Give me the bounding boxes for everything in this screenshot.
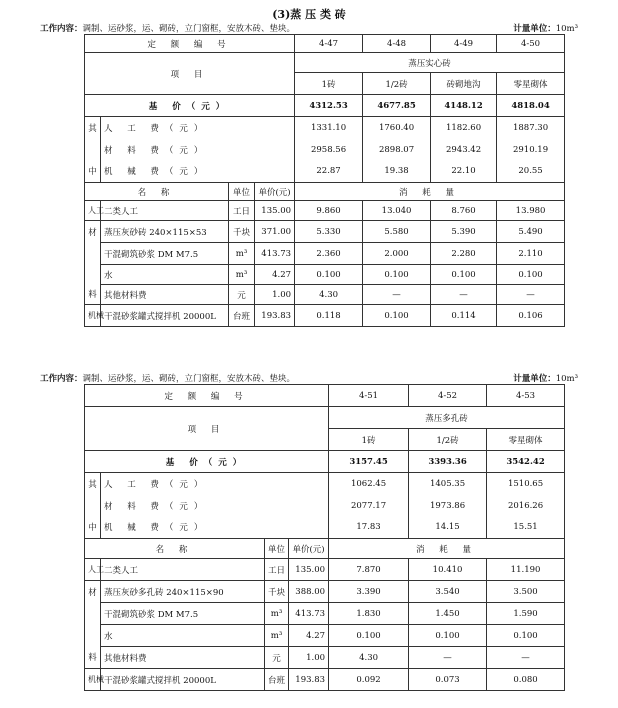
- base-price-value: 3157.45: [329, 451, 409, 473]
- resource-price: 371.00: [255, 221, 295, 243]
- consumption-value: 3.540: [409, 581, 487, 603]
- consumption-value: 4.30: [295, 285, 363, 305]
- header-consumption: 消 耗 量: [329, 539, 565, 559]
- cost-value: 2943.42: [431, 139, 497, 161]
- material-side-label: 料: [85, 647, 101, 669]
- cost-value: 20.55: [497, 161, 565, 183]
- consumption-value: —: [487, 647, 565, 669]
- resource-price: 4.27: [289, 625, 329, 647]
- consumption-value: 0.106: [497, 305, 565, 327]
- cost-value: 1887.30: [497, 117, 565, 139]
- cost-label: 机 械 费（元）: [101, 161, 295, 183]
- consumption-value: —: [409, 647, 487, 669]
- resource-unit: 元: [265, 647, 289, 669]
- subitem-cell: 砖砌地沟: [431, 73, 497, 95]
- cost-value: 1510.65: [487, 473, 565, 495]
- cost-value: 14.15: [409, 517, 487, 539]
- consumption-value: 1.450: [409, 603, 487, 625]
- resource-price: 413.73: [255, 243, 295, 265]
- base-price-value: 4148.12: [431, 95, 497, 117]
- code-cell: 4-50: [497, 35, 565, 53]
- base-price-value: 4312.53: [295, 95, 363, 117]
- cost-label: 机 械 费（元）: [101, 517, 329, 539]
- code-label: 定 额 编 号: [85, 35, 295, 53]
- code-label: 定 额 编 号: [85, 385, 329, 407]
- consumption-value: 9.860: [295, 201, 363, 221]
- material-side-label: 材: [85, 581, 101, 603]
- subitem-cell: 零星砌体: [497, 73, 565, 95]
- cost-label: 材 料 费（元）: [101, 495, 329, 517]
- quota-table-1: [84, 34, 565, 327]
- resource-price: 193.83: [255, 305, 295, 327]
- resource-price: 413.73: [289, 603, 329, 625]
- consumption-value: 0.100: [409, 625, 487, 647]
- cost-value: 15.51: [487, 517, 565, 539]
- mech-side-label: 机械: [85, 669, 101, 691]
- item-label: 项 目: [85, 53, 295, 95]
- work-content-2: 工作内容：调制、运砂浆，运、砌砖，立门窗框，安放木砖、垫块。: [40, 374, 296, 384]
- consumption-value: 7.870: [329, 559, 409, 581]
- cost-value: 2077.17: [329, 495, 409, 517]
- consumption-value: 2.000: [363, 243, 431, 265]
- cost-value: 2958.56: [295, 139, 363, 161]
- material-side-label: 材: [85, 221, 101, 243]
- resource-name: 其他材料费: [101, 647, 265, 669]
- group-label: 蒸压实心砖: [295, 53, 565, 73]
- cost-value: 1973.86: [409, 495, 487, 517]
- consumption-value: 5.490: [497, 221, 565, 243]
- cost-label: 材 料 费（元）: [101, 139, 295, 161]
- quota-table-2: [84, 384, 565, 691]
- consumption-value: 0.100: [363, 265, 431, 285]
- consumption-value: 2.110: [497, 243, 565, 265]
- consumption-value: 13.040: [363, 201, 431, 221]
- cost-label: 人 工 费（元）: [101, 117, 295, 139]
- resource-unit: 台班: [265, 669, 289, 691]
- resource-unit: m³: [265, 603, 289, 625]
- consumption-value: 0.080: [487, 669, 565, 691]
- consumption-value: 0.073: [409, 669, 487, 691]
- consumption-value: 3.500: [487, 581, 565, 603]
- resource-unit: 千块: [265, 581, 289, 603]
- base-price-value: 4677.85: [363, 95, 431, 117]
- cost-value: 1062.45: [329, 473, 409, 495]
- cost-label: 人 工 费（元）: [101, 473, 329, 495]
- subitem-cell: 1/2砖: [363, 73, 431, 95]
- cost-value: 1331.10: [295, 117, 363, 139]
- resource-price: 1.00: [289, 647, 329, 669]
- subitem-cell: 1砖: [295, 73, 363, 95]
- resource-unit: m³: [265, 625, 289, 647]
- resource-name: 水: [101, 625, 265, 647]
- consumption-value: 10.410: [409, 559, 487, 581]
- cost-value: 2898.07: [363, 139, 431, 161]
- cost-value: 17.83: [329, 517, 409, 539]
- subitem-cell: 1砖: [329, 429, 409, 451]
- consumption-value: 1.590: [487, 603, 565, 625]
- resource-name: 蒸压灰砂多孔砖 240×115×90: [101, 581, 265, 603]
- consumption-value: 0.100: [363, 305, 431, 327]
- cost-value: 2016.26: [487, 495, 565, 517]
- header-consumption: 消 耗 量: [295, 183, 565, 201]
- consumption-value: 5.580: [363, 221, 431, 243]
- resource-name: 水: [101, 265, 229, 285]
- mech-side-label: 机械: [85, 305, 101, 327]
- resource-name: 其他材料费: [101, 285, 229, 305]
- resource-price: 193.83: [289, 669, 329, 691]
- resource-unit: 工日: [265, 559, 289, 581]
- consumption-value: —: [497, 285, 565, 305]
- subitem-cell: 零星砌体: [487, 429, 565, 451]
- consumption-value: 0.114: [431, 305, 497, 327]
- consumption-value: 13.980: [497, 201, 565, 221]
- header-price: 单价(元): [255, 183, 295, 201]
- cost-value: 1182.60: [431, 117, 497, 139]
- measure-unit-1: 计量单位：10m³: [513, 24, 578, 34]
- labor-side-label: 人工: [85, 559, 101, 581]
- cost-value: 1760.40: [363, 117, 431, 139]
- consumption-value: 0.100: [295, 265, 363, 285]
- consumption-value: 5.330: [295, 221, 363, 243]
- base-price-label: 基 价（元）: [85, 451, 329, 473]
- resource-price: 4.27: [255, 265, 295, 285]
- measure-unit-2: 计量单位：10m³: [513, 374, 578, 384]
- consumption-value: 8.760: [431, 201, 497, 221]
- item-label: 项 目: [85, 407, 329, 451]
- resource-price: 388.00: [289, 581, 329, 603]
- cost-side-label: 其: [85, 473, 101, 495]
- base-price-value: 4818.04: [497, 95, 565, 117]
- header-name: 名 称: [85, 183, 229, 201]
- page-title: (3)蒸 压 类 砖: [272, 8, 346, 21]
- consumption-value: 0.118: [295, 305, 363, 327]
- header-unit: 单位: [265, 539, 289, 559]
- resource-price: 135.00: [289, 559, 329, 581]
- base-price-label: 基 价（元）: [85, 95, 295, 117]
- header-price: 单价(元): [289, 539, 329, 559]
- resource-name: 干混砌筑砂浆 DM M7.5: [101, 603, 265, 625]
- resource-unit: m³: [229, 243, 255, 265]
- cost-value: 19.38: [363, 161, 431, 183]
- cost-side-label: 中: [85, 517, 101, 539]
- base-price-value: 3542.42: [487, 451, 565, 473]
- consumption-value: 1.830: [329, 603, 409, 625]
- consumption-value: 0.100: [431, 265, 497, 285]
- consumption-value: 5.390: [431, 221, 497, 243]
- labor-side-label: 人工: [85, 201, 101, 221]
- consumption-value: —: [363, 285, 431, 305]
- code-cell: 4-49: [431, 35, 497, 53]
- resource-name: 干混砂浆罐式搅拌机 20000L: [101, 305, 229, 327]
- code-cell: 4-52: [409, 385, 487, 407]
- resource-unit: 千块: [229, 221, 255, 243]
- subitem-cell: 1/2砖: [409, 429, 487, 451]
- base-price-value: 3393.36: [409, 451, 487, 473]
- group-label: 蒸压多孔砖: [329, 407, 565, 429]
- code-cell: 4-51: [329, 385, 409, 407]
- consumption-value: 0.100: [487, 625, 565, 647]
- consumption-value: 11.190: [487, 559, 565, 581]
- consumption-value: 3.390: [329, 581, 409, 603]
- consumption-value: 0.100: [497, 265, 565, 285]
- header-unit: 单位: [229, 183, 255, 201]
- resource-price: 135.00: [255, 201, 295, 221]
- header-name: 名 称: [85, 539, 265, 559]
- resource-name: 蒸压灰砂砖 240×115×53: [101, 221, 229, 243]
- resource-unit: 元: [229, 285, 255, 305]
- cost-value: 2910.19: [497, 139, 565, 161]
- resource-name: 干混砂浆罐式搅拌机 20000L: [101, 669, 265, 691]
- resource-unit: 工日: [229, 201, 255, 221]
- resource-name: 二类人工: [101, 559, 265, 581]
- code-cell: 4-53: [487, 385, 565, 407]
- code-cell: 4-48: [363, 35, 431, 53]
- consumption-value: 2.280: [431, 243, 497, 265]
- resource-price: 1.00: [255, 285, 295, 305]
- cost-value: 22.87: [295, 161, 363, 183]
- cost-side-label: 中: [85, 161, 101, 183]
- consumption-value: 4.30: [329, 647, 409, 669]
- consumption-value: 2.360: [295, 243, 363, 265]
- code-cell: 4-47: [295, 35, 363, 53]
- work-content-1: 工作内容：调制、运砂浆，运、砌砖，立门窗框，安放木砖、垫块。: [40, 24, 296, 34]
- cost-value: 22.10: [431, 161, 497, 183]
- resource-name: 二类人工: [101, 201, 229, 221]
- cost-value: 1405.35: [409, 473, 487, 495]
- consumption-value: 0.092: [329, 669, 409, 691]
- consumption-value: —: [431, 285, 497, 305]
- resource-unit: 台班: [229, 305, 255, 327]
- material-side-label: 料: [85, 285, 101, 305]
- cost-side-label: 其: [85, 117, 101, 139]
- resource-unit: m³: [229, 265, 255, 285]
- consumption-value: 0.100: [329, 625, 409, 647]
- resource-name: 干混砌筑砂浆 DM M7.5: [101, 243, 229, 265]
